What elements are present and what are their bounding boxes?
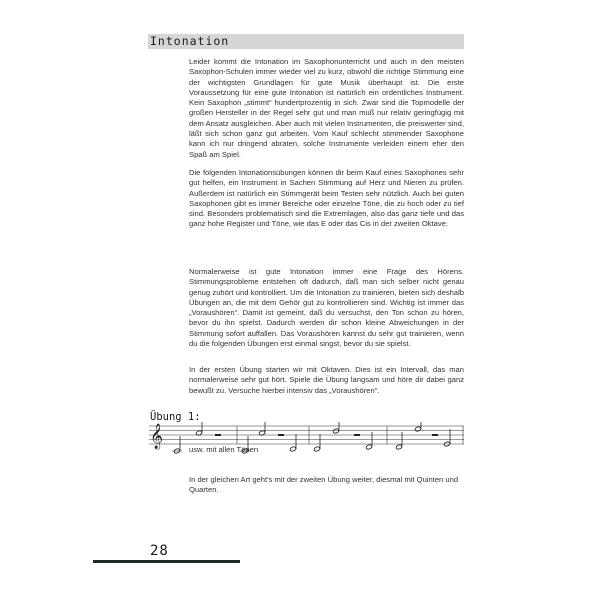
paragraph-2: Die folgenden Intonationsübungen können dir beim Kauf eines Saxophones sehr gut helfen, ein Instrument in Sachen Stimmung auf Herz und Nieren zu prüfen. Außerdem ist natürlich ein Stimmgerät beim Testen sehr nützlich. Auch bei guten Saxophonen gibt es immer Bereiche oder einzelne Töne, die zu hoch oder zu tief sind. Besonders problematisch sind die Extremlagen, also das ganz tiefe und das ganz hohe Register und Töne, wie das E oder das Cis in der zweiten Oktave.	[189, 168, 464, 229]
chapter-header-bar	[148, 34, 464, 49]
exercise-label: Übung 1:	[150, 411, 201, 423]
paragraph-3: Normalerweise ist gute Intonation immer eine Frage des Hörens. Stimmungsprobleme entstehen oft dadurch, daß man sich selber nicht genau genug zuhört und kontrolliert. Um die Intonation zu trainieren, bieten sich deshalb Übungen an, die mit dem Gehör gut zu kontrollieren sind. Wichtig ist immer das „Voraushören“. Damit ist gemeint, daß du versuchst, den Ton schon zu hören, bevor du ihn spielst. Dadurch werden dir schon kleine Abweichungen in der Stimmung sofort auffallen. Das Voraushören kannst du sehr gut trainieren, wenn du die folgenden Übungen erst einmal singst, bevor du sie spielst.	[189, 267, 464, 349]
treble-clef-icon: 𝄞	[150, 424, 164, 449]
paragraph-1: Leider kommt die Intonation im Saxophonunterricht und auch in den meisten Saxophon-Schulen immer wieder viel zu kurz, obwohl die richtige Stimmung eine der wichtigsten Grundlagen für gute Musik überhaupt ist. Die erste Voraussetzung für eine gute Intonation ist natürlich ein ordentliches Instrument. Kein Saxophon „stimmt“ hundertprozentig in sich. Zwar sind die Topmodelle der großen Hersteller in der Regel sehr gut und man muß nur relativ geringfügig mit dem Ansatz ausgleichen. Aber auch mit vielen Instrumenten, die preiswerter sind, läßt sich schon ganz gut arbeiten. Vom Kauf schlecht stimmender Saxophone kann ich nur dringend abraten, solche Instrumente verleiden einem eher den Spaß am Spiel.	[189, 57, 464, 159]
page-number: 28	[150, 543, 169, 559]
footer-rule	[93, 560, 240, 563]
exercise-footnote: usw. mit allen Tönen	[189, 445, 259, 454]
paragraph-5: In der gleichen Art geht's mit der zweiten Übung weiter, diesmal mit Quinten und Quarten.	[189, 475, 459, 495]
paragraph-4: In der ersten Übung starten wir mit Oktaven. Dies ist ein Intervall, das man normalerweise sehr gut hört. Spiele die Übung langsam und höre dir dabei ganz bewußt zu. Versuche hierbei intensiv das „Voraushören“.	[189, 365, 464, 395]
chapter-title: Intonation	[150, 34, 230, 48]
